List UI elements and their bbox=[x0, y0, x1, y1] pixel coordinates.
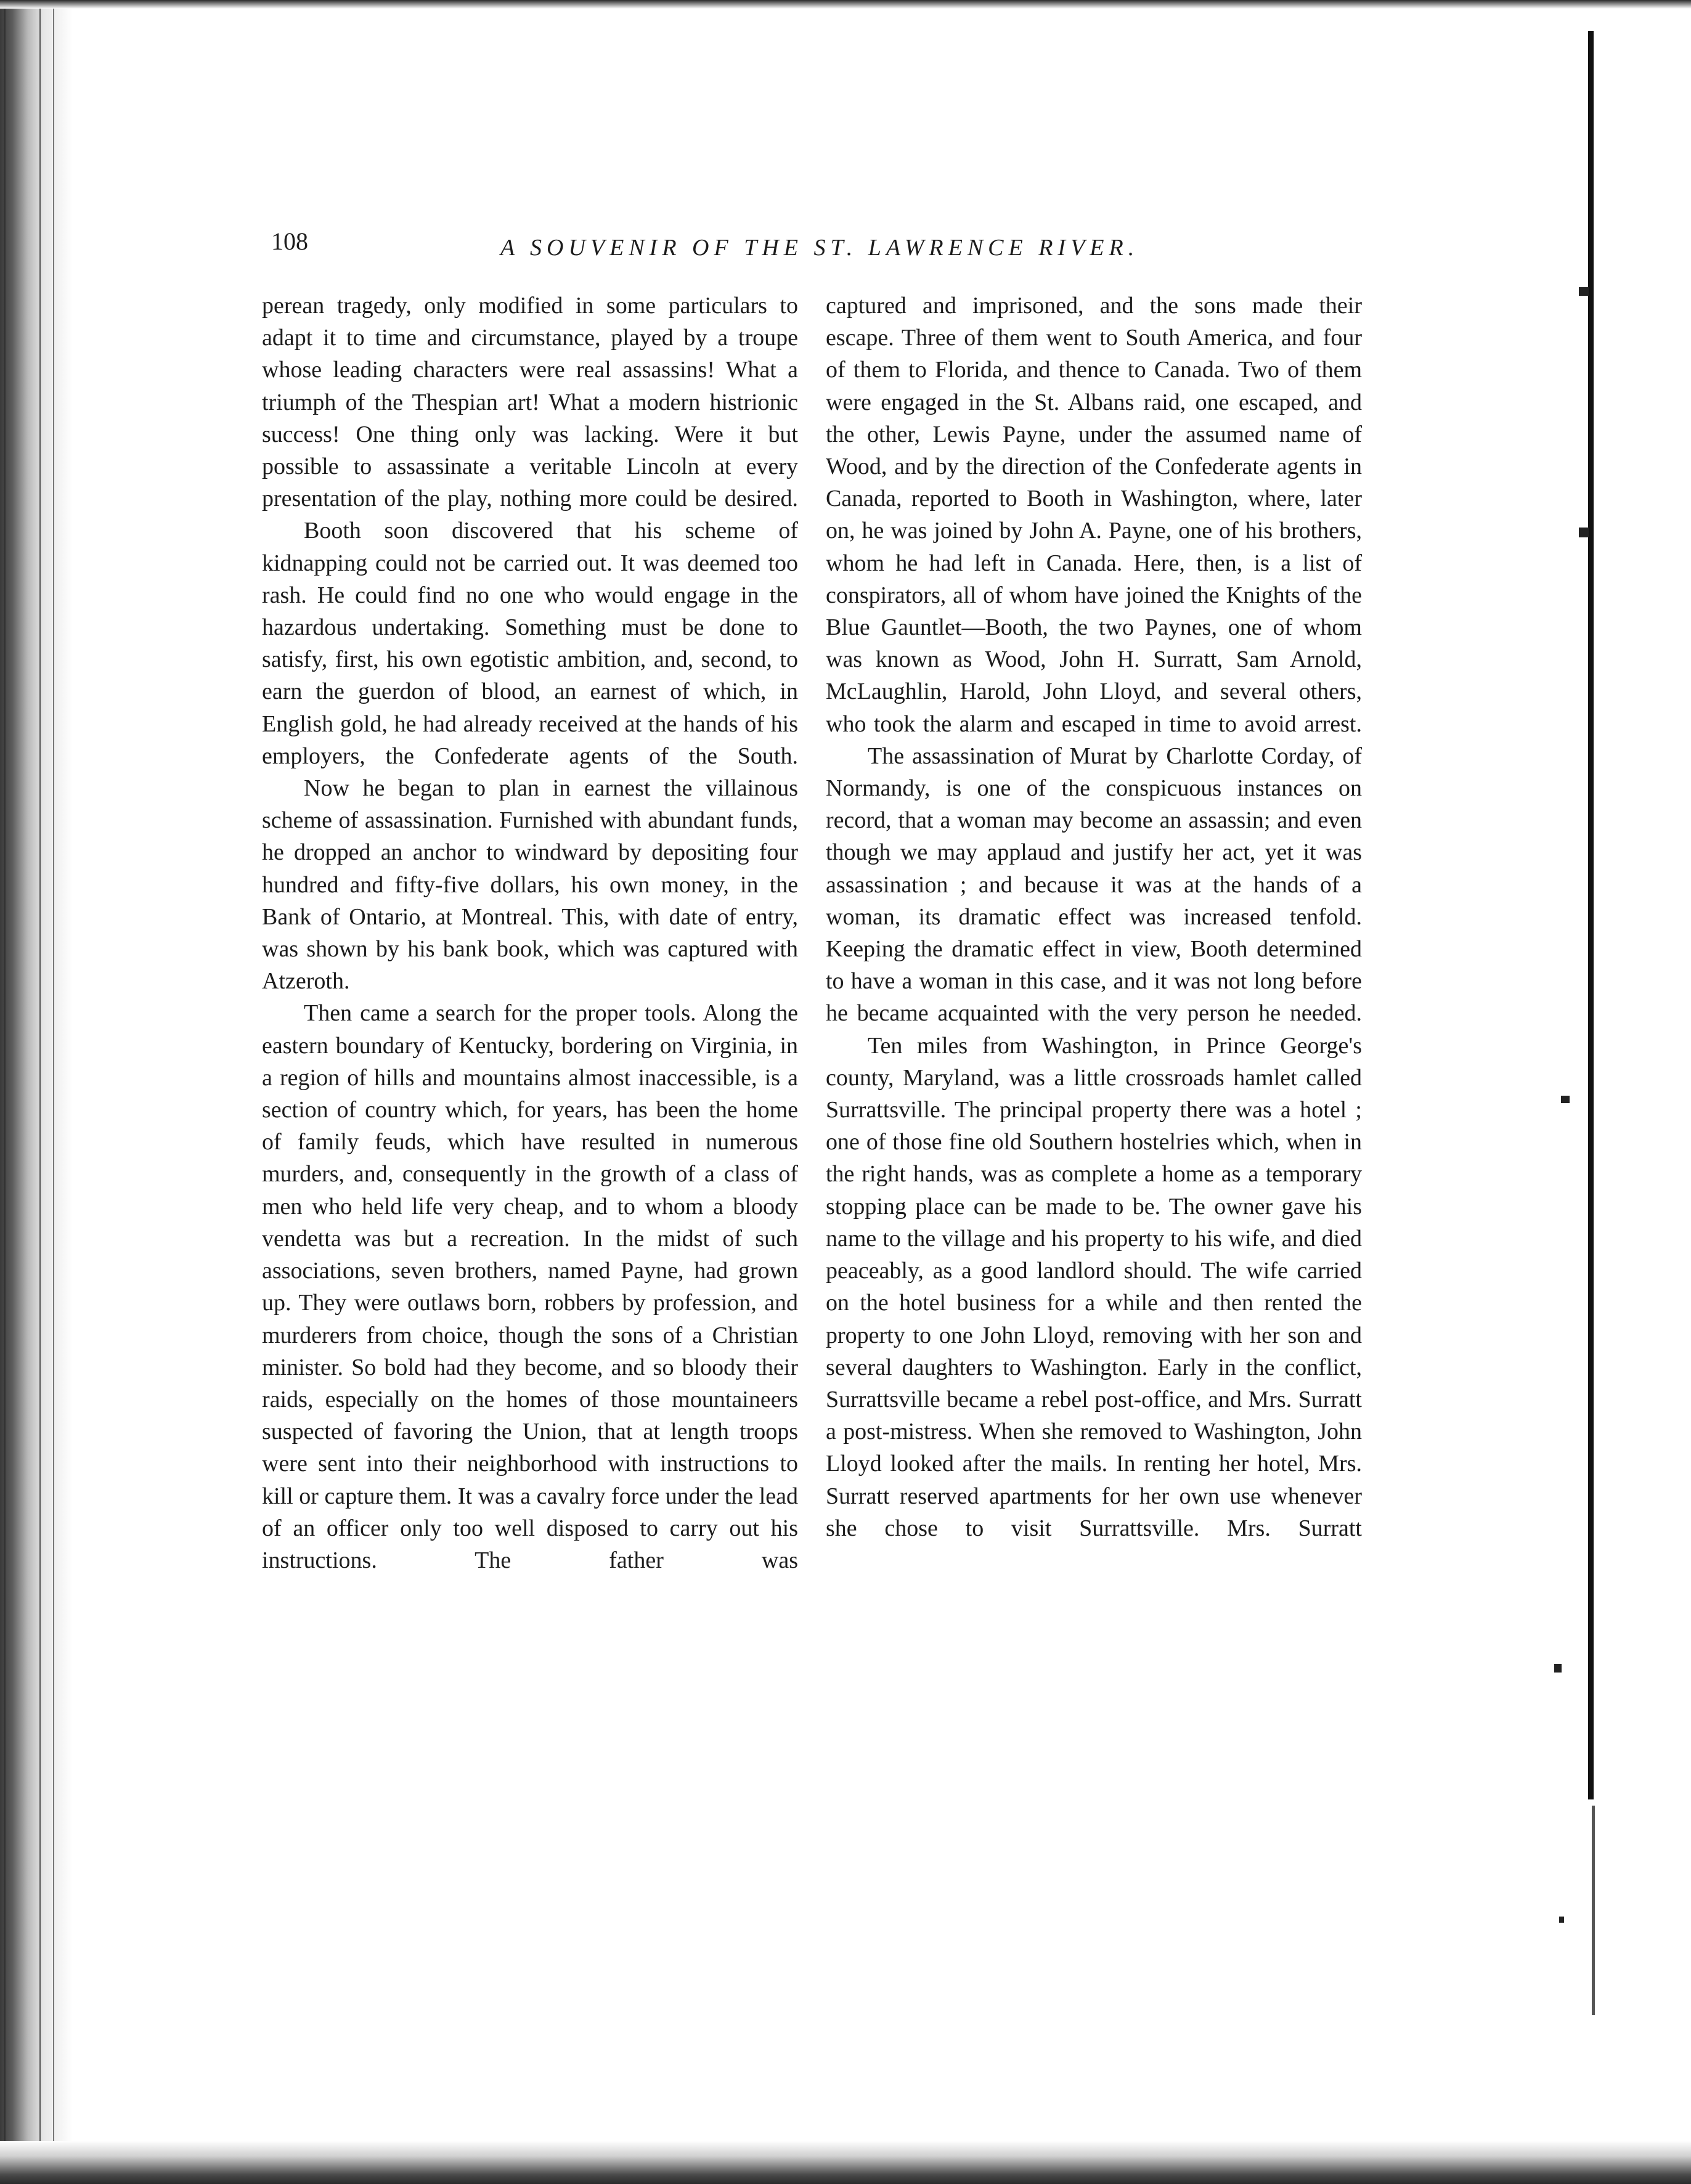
right-text-column bbox=[826, 290, 1362, 1544]
binding-line bbox=[53, 0, 54, 2184]
scan-bottom-border bbox=[0, 2141, 1691, 2184]
left-text-column bbox=[262, 290, 798, 1576]
binding-line bbox=[4, 0, 6, 2184]
paragraph: Now he began to plan in earnest the villainous scheme of assassination. Furnished with abundant funds, he dropped an anchor to windward by depositing four hundred and fifty-five dollars, his own money, in the Bank of Ontario, at Montreal. This, with date of entry, was shown by his bank book, which was captured with Atzeroth. bbox=[262, 775, 798, 995]
paragraph: Booth soon discovered that his scheme of kidnapping could not be carried out. It was deemed too rash. He could find no one who would engage in the hazardous undertaking. Something must be done to satisfy, first, his own egotistic ambition, and, second, to earn the guerdon of blood, an earnest of which, in English gold, he had already received at the hands of his employers, the Confederate agents of the South. bbox=[262, 518, 798, 769]
paragraph: Ten miles from Washington, in Prince George's county, Maryland, was a little crossroads hamlet called Surrattsville. The principal property there was a hotel ; one of those fine old Southern hostelries which, when in the right hands, was as complete a home as a temporary stopping place can be made to be. The owner gave his name to the village and his property to his wife, and died peaceably, as a good landlord should. The wife carried on the hotel business for a while and then rented the property to one John Lloyd, removing with her son and several daughters to Washington. Early in the conflict, Surrattsville became a rebel post-office, and Mrs. Surratt a post-mistress. When she removed to Washington, John Lloyd looked after the mails. In renting her hotel, Mrs. Surratt reserved apartments for her own use whenever she chose to visit Surrattsville. Mrs. Surratt bbox=[826, 1032, 1362, 1541]
scan-binding-edge bbox=[0, 0, 73, 2184]
scan-speck bbox=[1561, 1096, 1570, 1103]
page-number: 108 bbox=[271, 227, 308, 255]
scan-top-border bbox=[0, 0, 1691, 9]
paragraph: Then came a search for the proper tools. Along the eastern boundary of Kentucky, bordering on Virginia, in a region of hills and mountains almost inaccessible, is a section of country which, for years, has been the home of family feuds, which have resulted in numerous murders, and, consequently in the growth of a class of men who held life very cheap, and to whom a bloody vendetta was but a recreation. In the midst of such associations, seven brothers, named Payne, had grown up. They were outlaws born, robbers by profession, and murderers from choice, though the sons of a Christian minister. So bold had they become, and so bloody their raids, especially on the homes of those mountaineers suspected of favoring the Union, that at length troops were sent into their neighborhood with instructions to kill or capture them. It was a cavalry force under the lead of an officer only too well disposed to carry out his instructions. The father was bbox=[262, 1000, 798, 1573]
right-page-edge-rule-lower bbox=[1592, 1806, 1595, 2015]
paragraph: captured and imprisoned, and the sons made their escape. Three of them went to South America, and four of them to Florida, and thence to Canada. Two of them were engaged in the St. Albans raid, one escaped, and the other, Lewis Payne, under the assumed name of Wood, and by the direction of the Confederate agents in Canada, reported to Booth in Washington, where, later on, he was joined by John A. Payne, one of his brothers, whom he had left in Canada. Here, then, is a list of conspirators, all of whom have joined the Knights of the Blue Gauntlet—Booth, the two Paynes, one of whom was known as Wood, John H. Surratt, Sam Arnold, McLaughlin, Harold, John Lloyd, and several others, who took the alarm and escaped in time to avoid arrest. bbox=[826, 293, 1362, 737]
right-page-edge-rule bbox=[1588, 31, 1594, 1799]
paragraph: perean tragedy, only modified in some particulars to adapt it to time and circumstance, played by a troupe whose leading characters were real assassins! What a triumph of the Thespian art! What a modern histrionic success! One thing only was lacking. Were it but possible to assassinate a veritable Lincoln at every presentation of the play, nothing more could be desired. bbox=[262, 293, 798, 512]
binding-line bbox=[39, 0, 41, 2184]
scan-speck bbox=[1554, 1664, 1562, 1673]
scan-speck bbox=[1559, 1917, 1564, 1923]
paragraph: The assassination of Murat by Charlotte Corday, of Normandy, is one of the conspicuous instances on record, that a woman may become an assassin; and even though we may applaud and justify her act, yet it was assassination ; and because it was at the hands of a woman, its dramatic effect was increased tenfold. Keeping the dramatic effect in view, Booth determined to have a woman in this case, and it was not long before he became acquainted with the very person he needed. bbox=[826, 743, 1362, 1027]
scan-speck bbox=[1579, 528, 1589, 537]
running-header bbox=[271, 227, 1159, 270]
scan-speck bbox=[1579, 287, 1589, 296]
running-title: A SOUVENIR OF THE ST. LAWRENCE RIVER. bbox=[500, 235, 1139, 261]
